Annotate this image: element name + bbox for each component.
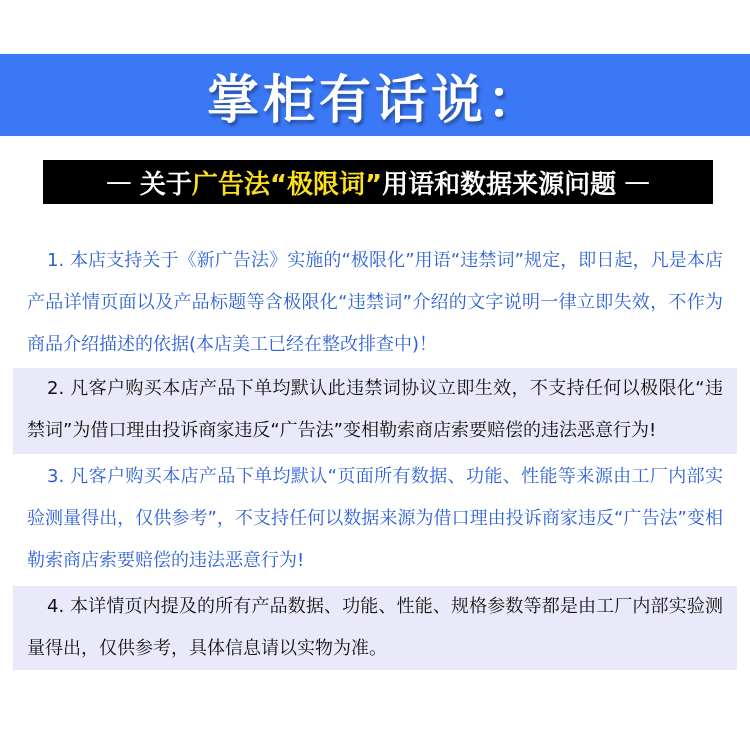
subtitle-highlight: 广告法“极限词”: [191, 169, 383, 200]
notice-paragraph-4: 4. 本详情页内提及的所有产品数据、功能、性能、规格参数等都是由工厂内部实验测量得出，仅供参考，具体信息请以实物为准。: [13, 586, 737, 670]
subtitle-bar: [43, 160, 713, 204]
title-banner: [0, 54, 750, 136]
subtitle-suffix: 用语和数据来源问题: [382, 169, 617, 200]
right-dash: —: [624, 167, 651, 197]
left-dash: —: [105, 167, 132, 197]
notice-paragraph-1: 1. 本店支持关于《新广告法》实施的“极限化”用语“违禁词”规定，即日起，凡是本店产品详情页面以及产品标题等含极限化“违禁词”介绍的文字说明一律立即失效，不作为商品介绍描述的依据(本店美工已经在整改排查中)！: [13, 240, 737, 366]
subtitle-prefix: 关于: [139, 169, 192, 200]
notice-paragraph-3: 3. 凡客户购买本店产品下单均默认“页面所有数据、功能、性能等来源由工厂内部实验测量得出，仅供参考”，不支持任何以数据来源为借口理由投诉商家违反“广告法”变相勒索商店索要赔偿的违法恶意行为!: [13, 456, 737, 582]
notice-paragraph-2: 2. 凡客户购买本店产品下单均默认此违禁词协议立即生效，不支持任何以极限化“违禁词”为借口理由投诉商家违反“广告法”变相勒索商店索要赔偿的违法恶意行为!: [13, 368, 737, 454]
page-title: 掌柜有话说：: [206, 70, 543, 131]
